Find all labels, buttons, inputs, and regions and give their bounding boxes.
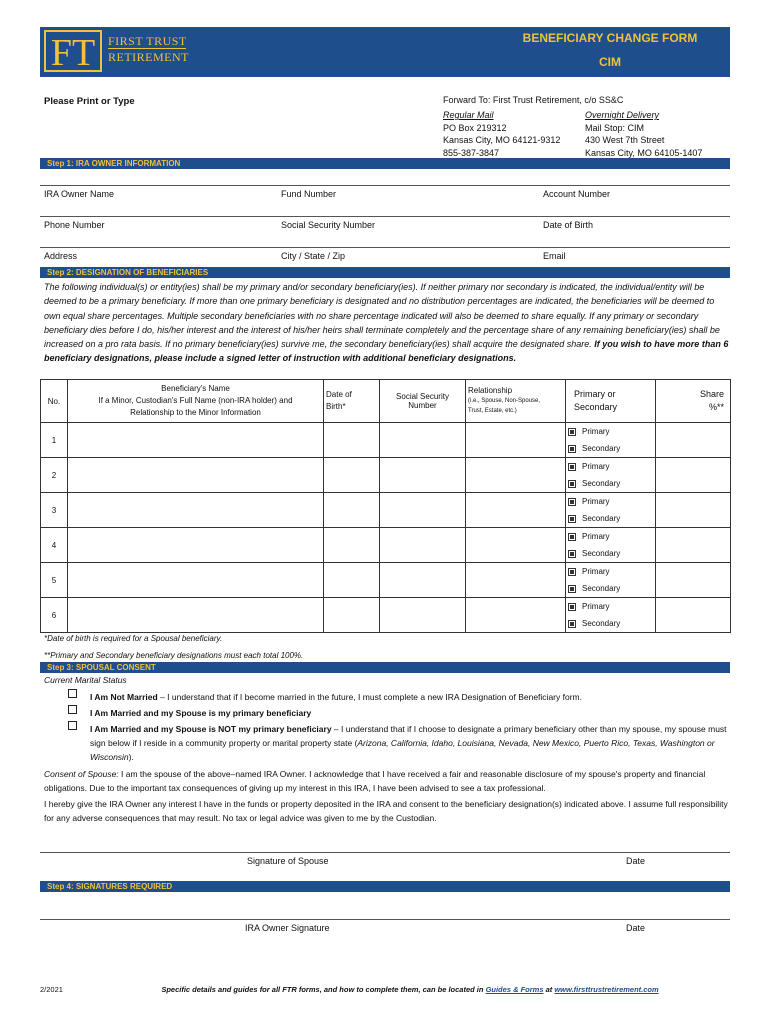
secondary-label: Secondary [582,514,621,523]
beneficiary-name-cell[interactable] [68,563,324,598]
col-no: No. [41,380,68,423]
beneficiary-name-cell[interactable] [68,598,324,633]
row-number: 6 [41,598,68,633]
field-line [40,247,730,248]
share-cell[interactable] [656,598,731,633]
phone-number-field[interactable]: Phone Number [44,220,105,230]
col-dob-line: Birth* [326,402,346,411]
secondary-option[interactable] [568,510,653,527]
footer-text-mid: at [543,985,555,994]
option-not-married [90,690,730,704]
secondary-option[interactable] [568,440,653,457]
secondary-label: Secondary [582,479,621,488]
primary-label: Primary [582,567,610,576]
relationship-cell[interactable] [466,598,566,633]
col-ssn: Social Security Number [380,380,466,423]
primary-option[interactable] [568,563,653,580]
ssn-cell[interactable] [380,563,466,598]
email-field[interactable]: Email [543,251,566,261]
table-row [41,423,731,458]
city-state-zip-field[interactable]: City / State / Zip [281,251,346,261]
ssn-cell[interactable] [380,458,466,493]
share-cell[interactable] [656,458,731,493]
beneficiary-name-cell[interactable] [68,423,324,458]
footnote-total: **Primary and Secondary beneficiary designations must each total 100%. [44,651,304,660]
col-share-line: %** [708,402,724,412]
designation-text: The following individual(s) or entity(ies) shall be my primary and/or secondary beneficiary(ies). If neither primary nor secondary is indicated, the individual/entity will be deemed to be a primary beneficiary. If more than one primary beneficiary is designated and no distribution percentages are indicated, the beneficiaries will be deemed to own equal share percentages. Multiple secondary beneficiaries with no share percentage indicated will also be deemed to share equally. If any primary or secondary beneficiary dies before I do, his/her interest and the interest of his/her heirs shall terminate completely and the percentage share of any remaining beneficiary(ies) shall be increased on a pro rata basis. If no primary beneficiary(ies) survive me, the secondary beneficiary(ies) shall acquire the designated share. [44,282,720,350]
step4-header: Step 4: SIGNATURES REQUIRED [40,881,730,892]
dob-cell[interactable] [324,598,380,633]
give-interest-paragraph: I hereby give the IRA Owner any interest I have in the funds or property deposited in the IRA and consent to the beneficiary designation(s) indicated above. I assume full responsibility for any adverse consequences that may result. No tax or legal advice was given to me by the Custodian. [44,799,728,823]
step1-header: Step 1: IRA OWNER INFORMATION [40,158,730,169]
consent-text: I am the spouse of the above–named IRA Owner. I acknowledge that I have received a fair and reasonable disclosure of my spouse's property and financial obligations. Due to the important tax consequences of giving up my interest in this IRA, I have been advised to see a tax professional. [44,769,706,793]
secondary-label: Secondary [582,619,621,628]
relationship-cell[interactable] [466,528,566,563]
primary-option[interactable] [568,493,653,510]
primary-secondary-cell [566,563,656,598]
secondary-option[interactable] [568,615,653,632]
regular-mail-line: PO Box 219312 [443,122,507,133]
option-end: ). [128,752,134,762]
regular-mail-line: Kansas City, MO 64121-9312 [443,135,561,145]
owner-signature-line[interactable] [40,919,730,920]
checkbox-icon[interactable] [568,585,576,593]
table-row [41,563,731,598]
primary-secondary-cell [566,458,656,493]
checkbox-icon[interactable] [568,480,576,488]
designation-bold-text: If you wish to have more than 6 beneficiary designations, please include a signed letter of instruction with additional beneficiary designations. [44,339,729,364]
dob-cell[interactable] [324,563,380,598]
dob-cell[interactable] [324,493,380,528]
checkbox-icon[interactable] [568,603,576,611]
form-title: BENEFICIARY CHANGE FORM [522,31,698,45]
col-name-line: If a Minor, Custodian's Full Name (non-IRA holder) and [98,396,293,405]
field-line [40,185,730,186]
spouse-signature-line[interactable] [40,852,730,853]
option-married-primary [90,706,730,720]
print-instruction: Please Print or Type [44,96,135,107]
states-list: Arizona, California, Idaho, Louisiana, Nevada, New Mexico, Puerto Rico, Texas, Washington or Wisconsin [90,738,715,762]
dob-field[interactable]: Date of Birth [543,220,594,230]
beneficiary-name-cell[interactable] [68,493,324,528]
ssn-cell[interactable] [380,528,466,563]
primary-secondary-cell [566,528,656,563]
ssn-cell[interactable] [380,493,466,528]
step3-header: Step 3: SPOUSAL CONSENT [40,662,730,673]
row-number: 2 [41,458,68,493]
ssn-cell[interactable] [380,423,466,458]
consent-label: Consent of Spouse: [44,769,119,779]
col-name [68,380,324,423]
checkbox-icon[interactable] [568,445,576,453]
checkbox-icon[interactable] [568,428,576,436]
form-subtitle: CIM [599,55,621,69]
table-row [41,458,731,493]
logo-mark: FT [44,30,102,72]
col-rel-line: Relationship [468,386,513,395]
form-version: 2/2021 [40,985,63,994]
not-married-checkbox[interactable] [68,689,77,698]
secondary-label: Secondary [582,549,621,558]
primary-option[interactable] [568,528,653,545]
logo-text [108,34,189,64]
option-married-not-primary [90,722,730,764]
primary-label: Primary [582,602,610,611]
dob-cell[interactable] [324,423,380,458]
beneficiary-name-cell[interactable] [68,528,324,563]
col-dob [324,380,380,423]
primary-secondary-cell [566,423,656,458]
col-ps-line: Secondary [574,402,618,412]
col-rel-line: (i.e., Spouse, Non-Spouse, [468,398,541,404]
primary-label: Primary [582,462,610,471]
checkbox-icon[interactable] [568,568,576,576]
footnote-dob: *Date of birth is required for a Spousal beneficiary. [44,634,223,643]
relationship-cell[interactable] [466,563,566,598]
primary-label: Primary [582,427,610,436]
col-name-line: Beneficiary's Name [161,384,230,393]
col-dob-line: Date of [326,390,352,399]
relationship-cell[interactable] [466,423,566,458]
col-name-line: Relationship to the Minor Information [130,408,261,417]
overnight-line: Kansas City, MO 64105-1407 [585,147,703,158]
regular-mail-line: 855-387-3847 [443,147,500,158]
share-cell[interactable] [656,493,731,528]
ssn-field[interactable]: Social Security Number [281,220,376,230]
share-cell[interactable] [656,563,731,598]
account-number-field[interactable]: Account Number [543,189,611,199]
secondary-label: Secondary [582,444,621,453]
option-title: I Am Married and my Spouse is NOT my primary beneficiary [90,724,332,734]
col-primary-secondary [566,380,656,423]
regular-mail-title: Regular Mail [443,110,494,120]
table-row [41,493,731,528]
option-text: – I understand that if I choose to designate a primary beneficiary other than my spouse, my spouse must sign below if I reside in a community property or marital property state ( [90,724,727,748]
secondary-label: Secondary [582,584,621,593]
footer-note [140,985,680,994]
option-title: I Am Married and my Spouse is my primary beneficiary [90,708,312,718]
primary-option[interactable] [568,458,653,475]
checkbox-icon[interactable] [568,498,576,506]
field-line [40,216,730,217]
fund-number-field[interactable]: Fund Number [281,189,337,199]
overnight-line: 430 West 7th Street [585,135,665,145]
relationship-cell[interactable] [466,493,566,528]
primary-label: Primary [582,497,610,506]
col-rel-line: Trust, Estate, etc.) [468,408,517,414]
checkbox-icon[interactable] [568,515,576,523]
dob-cell[interactable] [324,458,380,493]
checkbox-icon[interactable] [568,620,576,628]
logo-divider [108,48,186,49]
row-number: 1 [41,423,68,458]
primary-option[interactable] [568,598,653,615]
beneficiary-table [40,379,731,633]
checkbox-icon[interactable] [568,550,576,558]
share-cell[interactable] [656,423,731,458]
guides-forms-link[interactable]: Guides & Forms [485,985,544,994]
col-relationship [466,380,566,423]
col-ps-line: Primary or [574,389,616,399]
spouse-signature-label: Signature of Spouse [247,856,329,866]
married-spouse-primary-checkbox[interactable] [68,705,77,714]
overnight-line: Mail Stop: CIM [585,122,645,133]
owner-signature-label: IRA Owner Signature [245,923,330,933]
secondary-option[interactable] [568,545,653,562]
col-share [656,380,731,423]
dob-cell[interactable] [324,528,380,563]
footer-text: Specific details and guides for all FTR forms, and how to complete them, can be located in [161,985,486,994]
row-number: 5 [41,563,68,598]
share-cell[interactable] [656,528,731,563]
address-field[interactable]: Address [44,251,78,261]
option-title: I Am Not Married [90,692,158,702]
logo-line2: RETIREMENT [108,50,189,64]
ira-owner-name-field[interactable]: IRA Owner Name [44,189,115,199]
ssn-cell[interactable] [380,598,466,633]
designation-paragraph [44,280,730,366]
row-number: 3 [41,493,68,528]
table-row [41,528,731,563]
forward-to: Forward To: First Trust Retirement, c/o SS&C [443,95,624,105]
relationship-cell[interactable] [466,458,566,493]
checkbox-icon[interactable] [568,463,576,471]
checkbox-icon[interactable] [568,533,576,541]
primary-option[interactable] [568,423,653,440]
row-number: 4 [41,528,68,563]
website-link[interactable]: www.firsttrustretirement.com [554,985,659,994]
step2-header: Step 2: DESIGNATION OF BENEFICIARIES [40,267,730,278]
col-share-line: Share [699,389,724,399]
secondary-option[interactable] [568,475,653,492]
owner-date-label: Date [626,923,646,933]
primary-secondary-cell [566,493,656,528]
primary-secondary-cell [566,598,656,633]
secondary-option[interactable] [568,580,653,597]
consent-paragraph [44,767,730,795]
regular-mail-block [443,109,560,159]
table-header-row [41,380,731,423]
option-text: – I understand that if I become married in the future, I must complete a new IRA Designation of Beneficiary form. [157,692,582,702]
overnight-block [585,109,702,159]
primary-label: Primary [582,532,610,541]
table-row [41,598,731,633]
married-spouse-not-primary-checkbox[interactable] [68,721,77,730]
beneficiary-name-cell[interactable] [68,458,324,493]
logo-line1: FIRST TRUST [108,34,187,48]
marital-status-label: Current Marital Status [44,675,127,685]
overnight-title: Overnight Delivery [585,110,660,120]
spouse-date-label: Date [626,856,646,866]
